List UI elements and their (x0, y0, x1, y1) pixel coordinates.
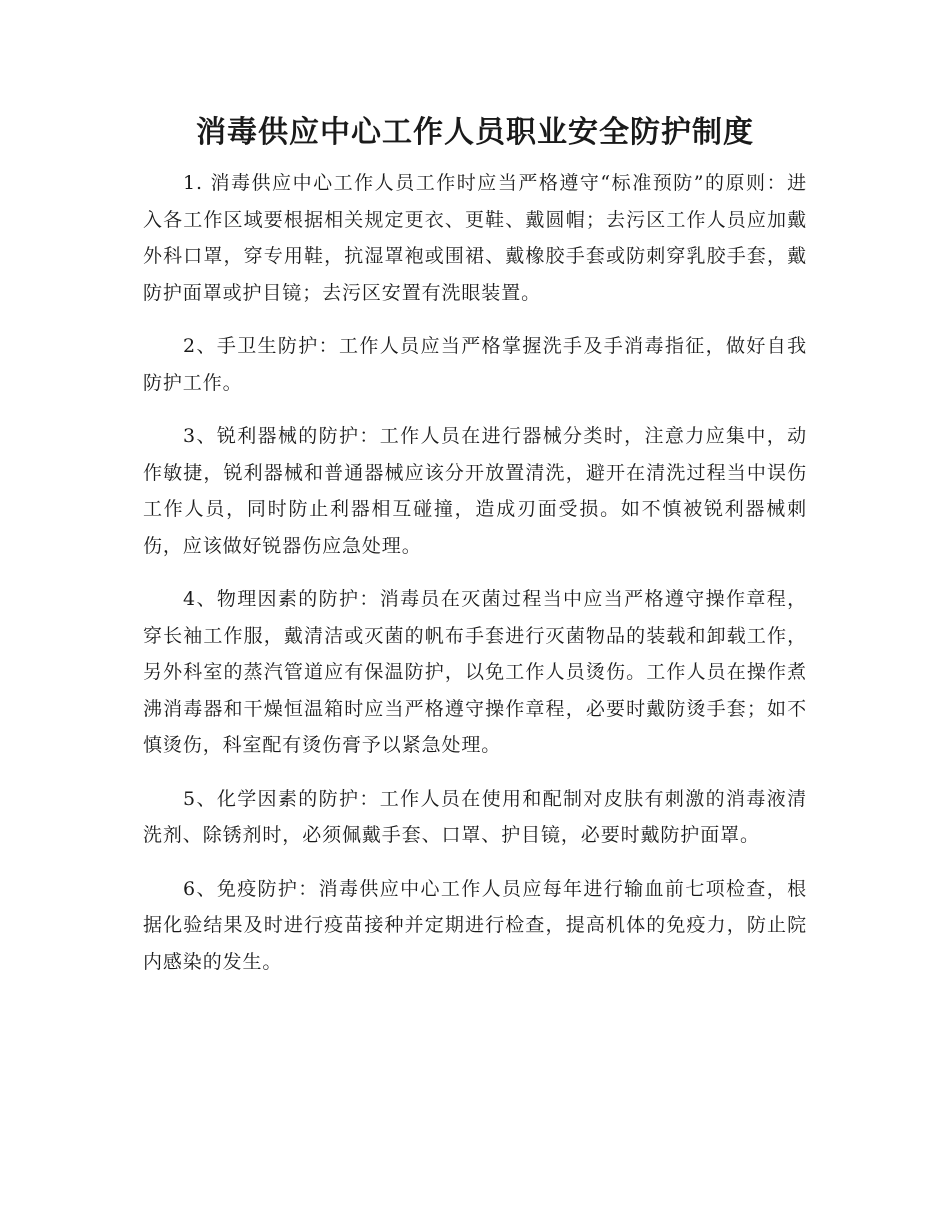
paragraph-6: 6、免疫防护：消毒供应中心工作人员应每年进行输血前七项检查，根据化验结果及时进行疫苗接种并定期进行检查，提高机体的免疫力，防止院内感染的发生。 (143, 877, 807, 973)
paragraph-2: 2、手卫生防护：工作人员应当严格掌握洗手及手消毒指征，做好自我防护工作。 (143, 335, 807, 394)
document-body (143, 165, 807, 997)
paragraph-3: 3、锐利器械的防护：工作人员在进行器械分类时，注意力应集中，动作敏捷，锐利器械和普通器械应该分开放置清洗，避开在清洗过程当中误伤工作人员，同时防止利器相互碰撞，造成刃面受损。如不慎被锐利器械刺伤，应该做好锐器伤应急处理。 (143, 425, 807, 557)
paragraph-4: 4、物理因素的防护：消毒员在灭菌过程当中应当严格遵守操作章程，穿长袖工作服，戴清洁或灭菌的帆布手套进行灭菌物品的装载和卸载工作，另外科室的蒸汽管道应有保温防护，以免工作人员烫伤。工作人员在操作煮沸消毒器和干燥恒温箱时应当严格遵守操作章程，必要时戴防烫手套；如不慎烫伤，科室配有烫伤膏予以紧急处理。 (143, 588, 807, 756)
paragraph-1: 1. 消毒供应中心工作人员工作时应当严格遵守“标准预防”的原则：进入各工作区域要根据相关规定更衣、更鞋、戴圆帽；去污区工作人员应加戴外科口罩，穿专用鞋，抗湿罩袍或围裙、戴橡胶手套或防刺穿乳胶手套，戴防护面罩或护目镜；去污区安置有洗眼装置。 (143, 172, 807, 304)
document-title: 消毒供应中心工作人员职业安全防护制度 (196, 115, 754, 150)
paragraph-5: 5、化学因素的防护：工作人员在使用和配制对皮肤有刺激的消毒液清洗剂、除锈剂时，必须佩戴手套、口罩、护目镜，必要时戴防护面罩。 (143, 787, 807, 846)
